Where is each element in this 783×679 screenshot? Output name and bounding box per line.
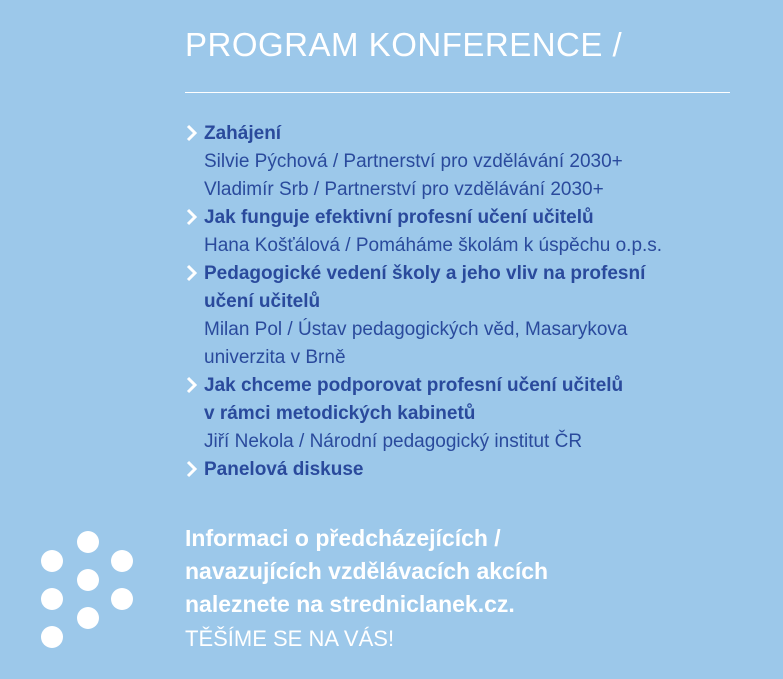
chevron-right-icon bbox=[185, 376, 199, 394]
program-item-title: Jak funguje efektivní profesní učení učitelů bbox=[204, 207, 594, 228]
info-block bbox=[185, 522, 745, 655]
program-item bbox=[185, 260, 745, 372]
program-item-speaker: Hana Košťálová / Pomáháme školám k úspěchu o.p.s. bbox=[204, 235, 663, 256]
info-text-line: navazujících vzdělávacích akcích bbox=[185, 558, 549, 584]
program-item-speaker: Milan Pol / Ústav pedagogických věd, Masarykova bbox=[204, 319, 628, 340]
program-item-speaker: Vladimír Srb / Partnerství pro vzdělávání 2030+ bbox=[204, 179, 604, 200]
logo-dot bbox=[77, 569, 99, 591]
chevron-right-icon bbox=[185, 208, 199, 226]
chevron-right-icon bbox=[185, 124, 199, 142]
logo-dot bbox=[41, 550, 63, 572]
chevron-right-icon bbox=[185, 460, 199, 478]
program-item-title-cont: v rámci metodických kabinetů bbox=[204, 403, 476, 424]
program-item bbox=[185, 120, 745, 204]
program-item-title-cont: učení učitelů bbox=[204, 291, 321, 312]
program-item-speaker: Silvie Pýchová / Partnerství pro vzdělávání 2030+ bbox=[204, 151, 623, 172]
info-text-line: Informaci o předcházejících / bbox=[185, 525, 501, 551]
program-item-speaker-cont: univerzita v Brně bbox=[204, 347, 346, 368]
logo-dot bbox=[41, 588, 63, 610]
dots-logo-icon bbox=[36, 528, 146, 653]
logo-dot bbox=[41, 626, 63, 648]
chevron-right-icon bbox=[185, 264, 199, 282]
program-list bbox=[185, 120, 745, 484]
program-item bbox=[185, 204, 745, 260]
title-divider bbox=[185, 92, 730, 93]
logo-dot bbox=[111, 550, 133, 572]
info-text-line: naleznete na stredniclanek.cz. bbox=[185, 591, 515, 617]
logo-dot bbox=[77, 531, 99, 553]
program-item-title: Jak chceme podporovat profesní učení učitelů bbox=[204, 375, 624, 396]
page-title: PROGRAM KONFERENCE / bbox=[185, 26, 623, 63]
program-item bbox=[185, 372, 745, 456]
program-item-title: Pedagogické vedení školy a jeho vliv na profesní bbox=[204, 263, 646, 284]
closing-text: TĚŠÍME SE NA VÁS! bbox=[185, 626, 395, 651]
program-item-speaker: Jiří Nekola / Národní pedagogický institut ČR bbox=[204, 431, 583, 452]
program-item-title: Panelová diskuse bbox=[204, 459, 364, 480]
logo-dot bbox=[77, 607, 99, 629]
logo-dot bbox=[111, 588, 133, 610]
program-item bbox=[185, 456, 745, 484]
program-item-title: Zahájení bbox=[204, 123, 282, 144]
